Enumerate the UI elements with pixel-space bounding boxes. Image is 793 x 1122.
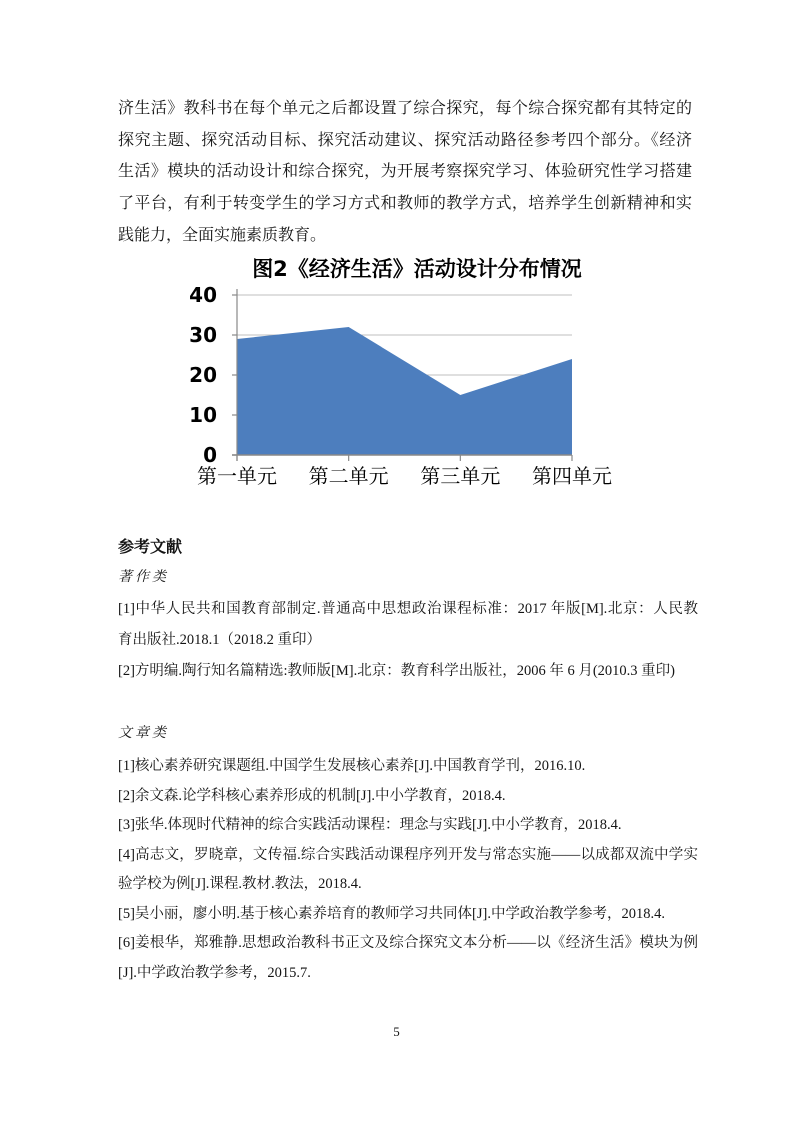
reference-line: [1]中华人民共和国教育部制定.普通高中思想政治课程标准：2017 年版[M].北京：人民教	[118, 601, 698, 617]
articles-section-label: 文章类	[118, 726, 169, 741]
x-axis-category-label: 第二单元	[308, 466, 389, 488]
x-axis-category-label: 第四单元	[532, 466, 612, 488]
reference-line: [4]高志文，罗晓章，文传福.综合实践活动课程序列开发与常态实施——以成都双流中学实	[118, 846, 698, 863]
area-chart	[189, 283, 612, 497]
x-axis-category-label: 第三单元	[420, 466, 501, 488]
reference-line: [3]张华.体现时代精神的综合实践活动课程：理念与实践[J].中小学教育，2018.4.	[118, 817, 622, 833]
reference-line: [2]余文森.论学科核心素养形成的机制[J].中小学教育，2018.4.	[118, 787, 506, 804]
reference-line: [6]姜根华，郑雅静.思想政治教科书正文及综合探究文本分析——以《经济生活》模块为例	[118, 935, 698, 951]
paragraph-line: 探究主题、探究活动目标、探究活动建议、探究活动路径参考四个部分。《经济	[118, 131, 692, 149]
y-axis-tick-label: 40	[189, 283, 217, 307]
books-section-label: 著作类	[118, 570, 169, 585]
body-paragraph	[118, 93, 692, 251]
y-axis-tick-label: 10	[189, 403, 217, 427]
reference-line: [5]吴小丽，廖小明.基于核心素养培育的教师学习共同体[J].中学政治教学参考，2018.4.	[118, 905, 665, 922]
y-axis-tick-label: 30	[189, 323, 217, 347]
chart-title: 图2《经济生活》活动设计分布情况	[252, 257, 582, 281]
page-number: 5	[393, 1024, 400, 1039]
reference-line: [J].中学政治教学参考，2015.7.	[118, 964, 311, 981]
reference-line: [1]核心素养研究课题组.中国学生发展核心素养[J].中国教育学刊，2016.10.	[118, 758, 586, 774]
x-axis-category-label: 第一单元	[197, 466, 277, 488]
paragraph-line: 济生活》教科书在每个单元之后都设置了综合探究，每个综合探究都有其特定的	[118, 100, 692, 117]
reference-line: 育出版社.2018.1（2018.2 重印）	[118, 632, 321, 648]
reference-line: 验学校为例[J].课程.教材.教法，2018.4.	[118, 876, 362, 892]
y-axis-tick-label: 20	[189, 363, 217, 387]
paragraph-line: 践能力，全面实施素质教育。	[118, 226, 327, 244]
y-axis-tick-label: 0	[203, 443, 217, 467]
book-references-list	[118, 594, 698, 687]
paragraph-line: 了平台，有利于转变学生的学习方式和教师的教学方式，培养学生创新精神和实	[118, 195, 692, 213]
article-references-list	[118, 752, 698, 988]
area-series	[237, 327, 572, 455]
reference-line: [2]方明编.陶行知名篇精选:教师版[M].北京：教育科学出版社，2006 年 6 月(2010.3 重印)	[118, 663, 676, 679]
paragraph-line: 生活》模块的活动设计和综合探究，为开展考察探究学习、体验研究性学习搭建	[118, 163, 692, 181]
references-heading: 参考文献	[118, 539, 183, 556]
